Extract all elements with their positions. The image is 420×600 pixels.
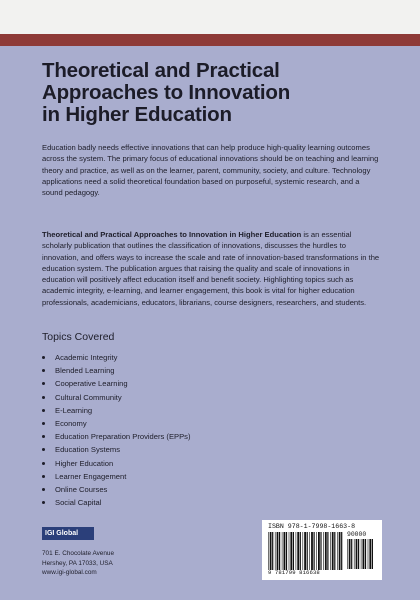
summary-book-title: Theoretical and Practical Approaches to Innovation in Higher Education [42, 230, 302, 239]
bullet-icon [42, 448, 45, 451]
barcode-stripe [309, 532, 310, 570]
barcode-stripe [297, 532, 299, 570]
bullet-icon [42, 475, 45, 478]
topic-item [42, 496, 191, 509]
topic-label: Economy [55, 419, 87, 429]
barcode-number: 9 781799 816638 [268, 569, 320, 576]
topic-label: Online Courses [55, 485, 108, 495]
topics-heading: Topics Covered [42, 331, 115, 343]
bullet-icon [42, 409, 45, 412]
publisher-website: www.igi-global.com [42, 569, 97, 576]
topic-label: Higher Education [55, 458, 114, 468]
topic-item [42, 470, 191, 483]
address-line-1: 701 E. Chocolate Avenue [42, 550, 115, 557]
barcode-stripe [307, 532, 308, 570]
topic-item [42, 391, 191, 404]
barcode-stripe [311, 532, 313, 570]
barcode-stripe [293, 532, 294, 570]
barcode-stripe [349, 539, 351, 569]
barcode-stripe [347, 539, 348, 569]
barcode-stripe [277, 532, 279, 570]
publisher-logo-text: IGI Global [45, 530, 79, 537]
barcode-stripe [356, 539, 358, 569]
topic-item [42, 443, 191, 456]
topic-item [42, 417, 191, 430]
barcode-stripe [332, 532, 334, 570]
barcode-stripe [296, 532, 297, 570]
barcode-stripe [268, 532, 269, 570]
topic-item [42, 457, 191, 470]
barcode-stripe [358, 539, 359, 569]
barcode-stripe [286, 532, 287, 570]
barcode-stripe [341, 532, 342, 570]
barcode-stripe [354, 539, 355, 569]
barcode-stripe [323, 532, 324, 570]
summary-paragraph [42, 229, 380, 308]
barcode-stripe [279, 532, 280, 570]
topic-label: Education Systems [55, 445, 120, 455]
topic-label: Learner Engagement [55, 471, 127, 481]
publisher-logo [42, 527, 94, 540]
topic-item [42, 377, 191, 390]
barcode-stripe [316, 532, 317, 570]
topic-label: Blended Learning [55, 366, 115, 376]
description-paragraph: Education badly needs effective innovations that can help produce high-quality learning outcomes across the system. The primary focus of educational innovations should be on teaching and learning theory and practice, as well as on the learner, parent, community, society, and culture. Technology applications need a solid theoretical foundation based on purposeful, systemic research, and a sound pedagogy. [42, 143, 379, 198]
barcode-stripe [303, 532, 304, 570]
topic-item [42, 351, 191, 364]
topic-label: E-Learning [55, 405, 93, 415]
barcode-stripe [304, 532, 306, 570]
title-line-3: in Higher Education [42, 103, 232, 126]
barcode-stripe [334, 532, 335, 570]
topic-item [42, 364, 191, 377]
title-line-2: Approaches to Innovation [42, 81, 291, 104]
barcode-stripe [275, 532, 276, 570]
isbn-barcode [262, 520, 382, 580]
bullet-icon [42, 462, 45, 465]
address-line-2: Hershey, PA 17033, USA [42, 559, 113, 567]
top-stripe [0, 34, 420, 46]
barcode-stripe [270, 532, 272, 570]
barcode-stripe [318, 532, 320, 570]
barcode-stripe [290, 532, 292, 570]
title-line-1: Theoretical and Practical [42, 59, 280, 82]
barcode-stripe [330, 532, 331, 570]
barcode-stripe [282, 532, 283, 570]
bullet-icon [42, 488, 45, 491]
top-band [0, 0, 420, 34]
topic-label: Academic Integrity [55, 353, 118, 362]
barcode-stripe [339, 532, 341, 570]
barcode-supplement: 90000 [347, 531, 367, 538]
barcode-stripe [363, 539, 365, 569]
publisher-address [42, 549, 114, 578]
barcode-stripe [325, 532, 327, 570]
barcode-stripe [314, 532, 315, 570]
barcode-stripe [284, 532, 286, 570]
barcode-stripe [289, 532, 290, 570]
barcode-stripe [337, 532, 338, 570]
bullet-icon [42, 369, 45, 372]
bullet-icon [42, 396, 45, 399]
summary-text: is an essential scholarly publication that outlines the classification of innovations, discusses the hurdles to innovation, and offers ways to increase the scale and rate of innovation-based transformations in the education system. The publication argues that raising the quality and scale of innovations in education will positively affect education itself and benefit society. Highlighting topics such as academic integrity, e-learning, and learner engagement, this book is vital for higher education professionals, academicians, educators, librarians, course designers, researchers, and students. [42, 230, 380, 307]
isbn-label: ISBN 978-1-7998-1663-8 [268, 523, 356, 530]
topic-item [42, 430, 191, 443]
book-title [42, 60, 392, 126]
supplement-bars-icon [347, 539, 375, 569]
topics-list [42, 351, 191, 509]
barcode-stripe [351, 539, 352, 569]
barcode-stripe [372, 539, 373, 569]
topic-label: Social Capital [55, 498, 102, 508]
bullet-icon [42, 422, 45, 425]
bullet-icon [42, 501, 45, 504]
barcode-stripe [320, 532, 321, 570]
barcode-stripe [368, 539, 369, 569]
barcode-stripe [361, 539, 362, 569]
bullet-icon [42, 382, 45, 385]
barcode-stripe [365, 539, 366, 569]
barcode-bars-icon [268, 532, 344, 570]
bullet-icon [42, 356, 45, 359]
barcode-stripe [272, 532, 273, 570]
barcode-stripe [300, 532, 301, 570]
bullet-icon [42, 435, 45, 438]
topic-item [42, 404, 191, 417]
topic-label: Education Preparation Providers (EPPs) [55, 432, 191, 442]
topic-label: Cooperative Learning [55, 379, 128, 389]
barcode-stripe [327, 532, 328, 570]
topic-label: Cultural Community [55, 392, 122, 402]
barcode-stripe [369, 539, 371, 569]
topic-item [42, 483, 191, 496]
